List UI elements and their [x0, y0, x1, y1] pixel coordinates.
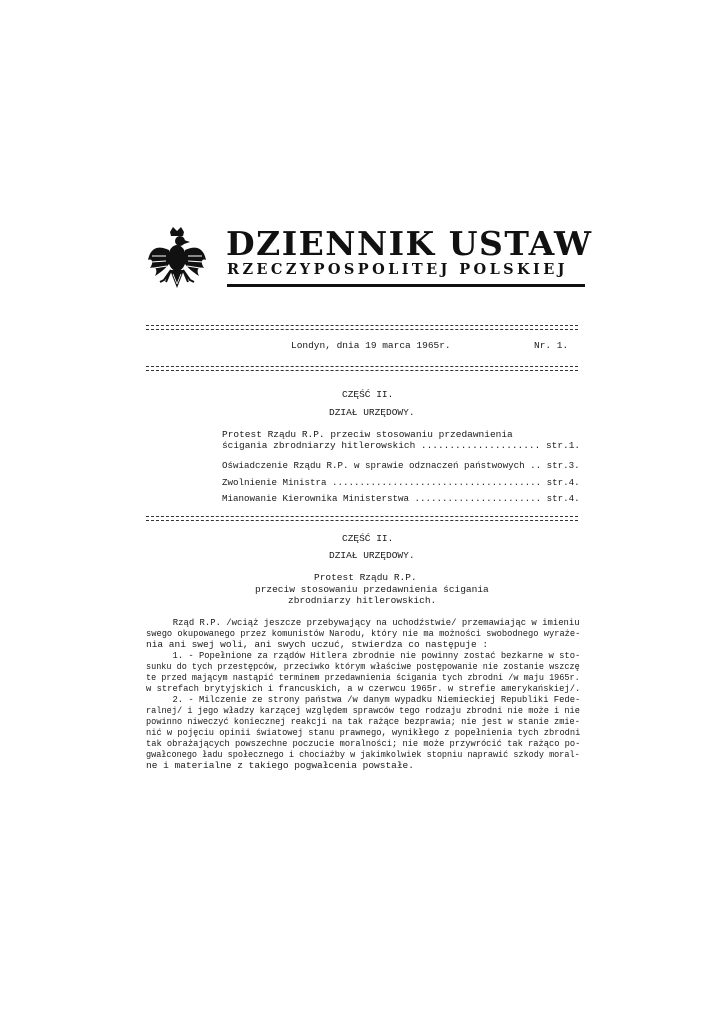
body-text-line: Rząd R.P. /wciąż jeszcze przebywający na uchodźstwie/ przemawiając w imieniu: [146, 617, 580, 628]
toc-entry-1-line1: Protest Rządu R.P. przeciw stosowaniu przedawnienia: [222, 429, 513, 440]
publication-subtitle: RZECZYPOSPOLITEJ POLSKIEJ: [227, 261, 568, 278]
dateline-place-date: Londyn, dnia 19 marca 1965r.: [291, 340, 451, 351]
article-heading-line1: Protest Rządu R.P.: [314, 572, 417, 583]
toc-entry-4: Mianowanie Kierownika Ministerstwa ....................... str.4.: [222, 493, 580, 504]
toc-entry-3: Zwolnienie Ministra ...................................... str.4.: [222, 477, 580, 488]
masthead: [146, 224, 593, 294]
contents-part-heading: CZĘŚĆ II.: [342, 389, 394, 400]
divider-dashed: [146, 516, 578, 517]
body-text-line: nia ani swej woli, ani swych uczuć, stwierdza co następuje :: [146, 639, 489, 650]
body-text-line: w strefach brytyjskich i francuskich, a w czerwcu 1965r. w strefie amerykańskiej/.: [146, 683, 581, 694]
divider-dashed: [146, 329, 578, 330]
body-section-heading: DZIAŁ URZĘDOWY.: [329, 550, 415, 561]
body-text-line: gwałconego ładu społecznego i chociażby w jakimkolwiek stopniu naprawić szkody moral-: [146, 749, 580, 760]
divider-dashed: [146, 325, 578, 326]
body-text-line: te przed mającym nastąpić terminem przedawnienia ścigania tych zbrodni /w maju 1965r.: [146, 672, 580, 683]
article-heading-line2: przeciw stosowaniu przedawnienia ścigania: [255, 584, 489, 595]
article-heading-line3: zbrodniarzy hitlerowskich.: [288, 595, 437, 606]
body-text-line: tak obrażających powszechne poczucie moralności; nie może przywrócić tak rażąco po-: [146, 738, 581, 749]
publication-title: DZIENNIK USTAW: [226, 224, 593, 263]
body-text-line: sunku do tych przestępców, przeciwko którym właściwe postępowanie nie zostanie wszczę: [146, 661, 580, 672]
body-part-heading: CZĘŚĆ II.: [342, 533, 394, 544]
body-text-line: swego okupowanego przez komunistów Narodu, który nie ma możności swobodnego wyraże-: [146, 628, 581, 639]
contents-section-heading: DZIAŁ URZĘDOWY.: [329, 407, 415, 418]
masthead-rule: [227, 284, 585, 287]
issue-number: Nr. 1.: [534, 340, 569, 351]
divider-dashed: [146, 370, 578, 371]
body-text-line: ne i materialne z takiego pogwałcenia powstałe.: [146, 760, 414, 771]
toc-entry-2: Oświadczenie Rządu R.P. w sprawie odznaczeń państwowych .. str.3.: [222, 460, 580, 471]
divider-dashed: [146, 520, 578, 521]
body-text-line: powinno niweczyć koniecznej reakcji na tak rażące bezprawia; nie jest w stanie zmie-: [146, 716, 580, 727]
body-text-line: nić w pojęciu opinii światowej stanu prawnego, wynikłego z popełnienia tych zbrodni: [146, 727, 581, 738]
body-text-line: 2. - Milczenie ze strony państwa /w danym wypadku Niemieckiej Republiki Fede-: [146, 694, 581, 705]
toc-entry-1-line2: ścigania zbrodniarzy hitlerowskich ..................... str.1.: [222, 440, 581, 451]
body-text-line: ralnej/ i jego władzy karzącej względem sprawców tego rodzaju zbrodni nie może i nie: [146, 705, 580, 716]
divider-dashed: [146, 366, 578, 367]
polish-eagle-emblem: [146, 226, 208, 296]
body-text-line: 1. - Popełnione za rządów Hitlera zbrodnie nie powinny zostać bezkarne w sto-: [146, 650, 581, 661]
